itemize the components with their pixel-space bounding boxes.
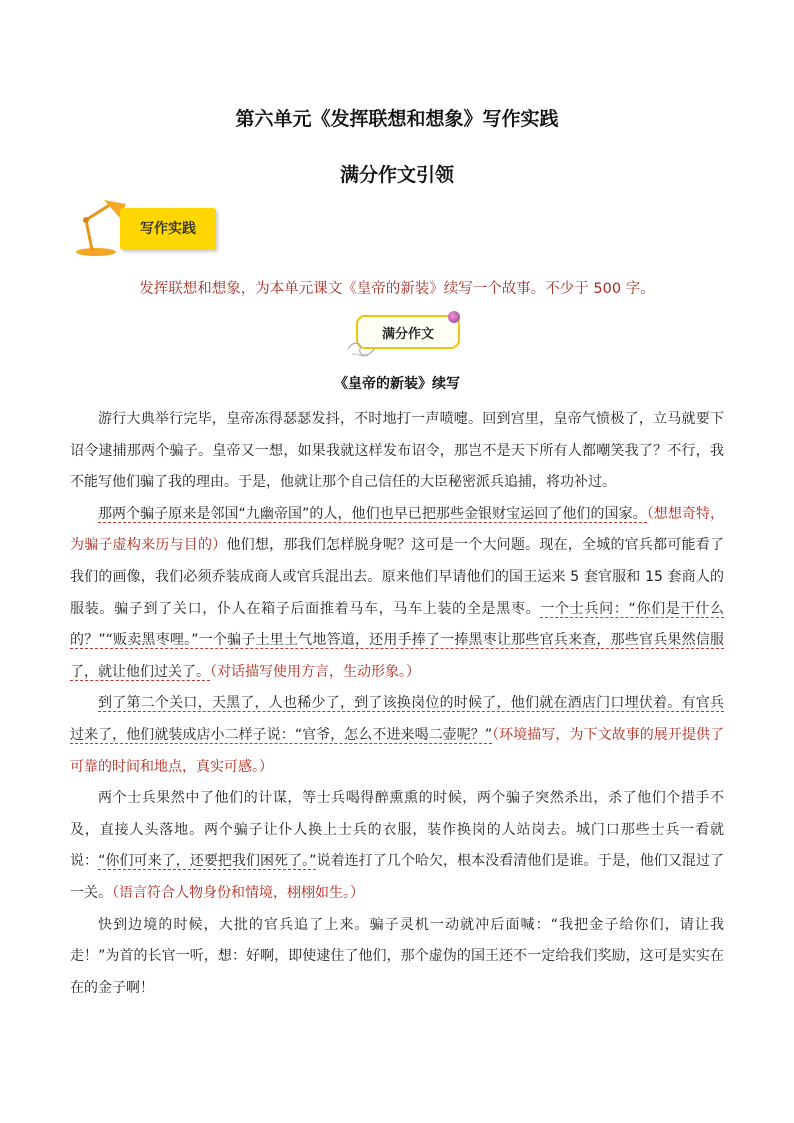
comment-note-4: （语言符合人物身份和情境，栩栩如生。） bbox=[112, 884, 364, 901]
essay-paragraph-5 bbox=[70, 910, 724, 1005]
paragraph-1-text: 游行大典举行完毕，皇帝冻得瑟瑟发抖，不时地打一声喷嚏。回到宫里，皇帝气愤极了，立马就要下诏令逮捕那两个骗子。皇帝又一想，如果我就这样发布诏令，那岂不是天下所有人都嘲笑我了？不行，我不能写他们骗了我的理由。于是，他就让那个自己信任的大臣秘密派兵追捕，将功补过。 bbox=[70, 411, 724, 491]
writing-task: 发挥联想和想象，为本单元课文《皇帝的新装》续写一个故事。不少于 500 字。 bbox=[139, 281, 655, 297]
paragraph-4-text: 两个士兵果然中了他们的计谋，等士兵喝得醉熏熏的时候，两个骗子突然杀出，杀了他们个措手不及，直接人头落地。两个骗子让仆人换上士兵的衣服，装作换岗的人站岗去。城门口那些士兵一看就说： bbox=[70, 790, 724, 870]
page-title: 第六单元《发挥联想和想象》写作实践 bbox=[235, 108, 559, 130]
full-score-label: 满分作文 bbox=[381, 327, 434, 342]
writing-practice-label-box bbox=[120, 208, 216, 250]
essay-paragraph-4 bbox=[70, 783, 724, 909]
paragraph-2-dialogue: 一个士兵问：“你们是干什么的？”“贩卖黑枣哩。”一个骗子土里土气地答道，还用手捧了一捧黑枣让那些官兵来查，那些官兵果然信服了，就让他们过关了。 bbox=[70, 600, 724, 680]
section-title: 满分作文引领 bbox=[339, 164, 454, 186]
comment-note-1: （想想奇特，为骗子虚构来历与目的） bbox=[70, 505, 724, 554]
paragraph-2-underlined-text: 那两个骗子原来是邻国“九幽帝国”的人，他们也早已把那些金银财宝运回了他们的国家。 bbox=[98, 505, 647, 522]
paragraph-4-text-end: 说着连打了几个哈欠，根本没看清他们是谁。于是，他们又混过了一关。 bbox=[70, 853, 724, 901]
swirl-decoration-icon bbox=[344, 339, 384, 361]
flag-badge-icon bbox=[448, 311, 460, 323]
essay-paragraph-2 bbox=[70, 499, 724, 689]
essay-title: 《皇帝的新装》续写 bbox=[334, 376, 460, 392]
writing-practice-label: 写作实践 bbox=[140, 221, 196, 237]
paragraph-5-text: 快到边境的时候，大批的官兵追了上来。骗子灵机一动就冲后面喊：“我把金子给你们，请让我走！”为首的长官一听，想：好啊，即使逮住了他们，那个虚伪的国王还不一定给我们奖励，这可是实实在在的金子啊！ bbox=[70, 916, 724, 996]
essay-paragraph-3 bbox=[70, 688, 724, 783]
paragraph-2-text: 他们想，那我们怎样脱身呢？这可是一个大问题。现在，全城的官兵都可能看了我们的画像，我们必须乔装成商人或官兵混出去。原来他们早请他们的国王运来 5 套官服和 15 套商人的服装。骗子到了关口，仆人在箱子后面推着马车，马车上装的全是黑枣。 bbox=[70, 537, 725, 617]
paragraph-4-dialogue: “你们可来了，还要把我们困死了。” bbox=[98, 853, 317, 870]
essay-paragraph-1 bbox=[70, 404, 724, 499]
essay-body bbox=[70, 404, 724, 1004]
comment-note-3: （环境描写，为下文故事的展开提供了可靠的时间和地点，真实可感。） bbox=[70, 726, 724, 775]
comment-note-2: （对话描写使用方言，生动形象。） bbox=[210, 663, 420, 680]
writing-practice-badge bbox=[74, 196, 224, 258]
full-score-essay-badge bbox=[344, 311, 470, 361]
paragraph-3-underlined-text: 到了第二个关口，天黑了，人也稀少了，到了该换岗位的时候了，他们就在酒店门口埋伏着。有官兵过来了，他们就装成店小二样子说：“官爷，怎么不进来喝二壶呢？” bbox=[70, 695, 724, 743]
